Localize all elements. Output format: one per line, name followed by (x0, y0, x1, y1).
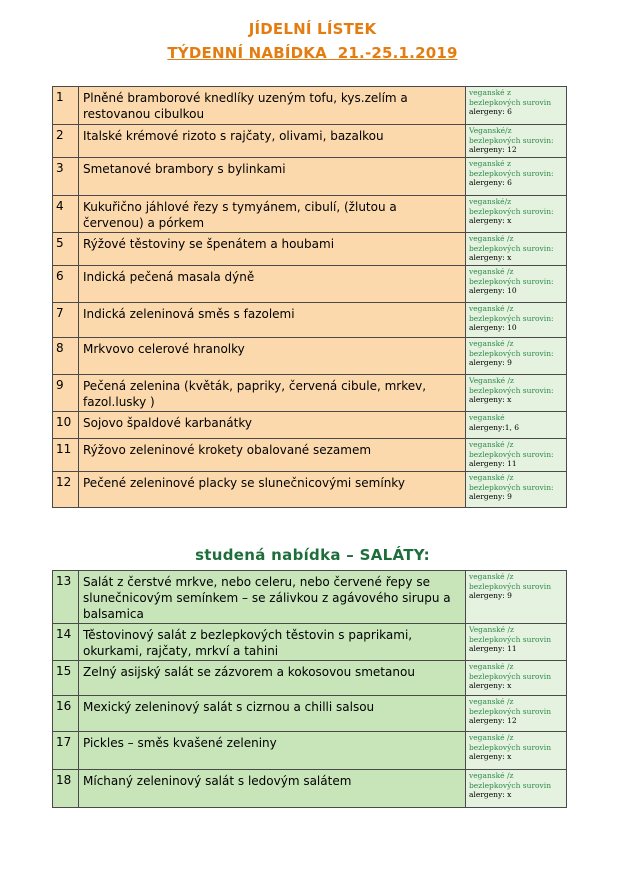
allergens-note: alergeny: x (469, 790, 512, 799)
vegan-note: veganské /z bezlepkových surovin (469, 697, 552, 716)
dish-name: Indická pečená masala dýně (79, 266, 466, 303)
dish-info (466, 266, 567, 303)
dish-name: Mexický zeleninový salát s cizrnou a chilli salsou (79, 696, 466, 732)
menu-title: JÍDELNÍ LÍSTEK (248, 20, 377, 38)
dish-info (466, 770, 567, 808)
vegan-note: Veganské /z bezlepkových surovin: (469, 376, 554, 395)
vegan-note: veganské /z bezlepkových surovin (469, 572, 552, 591)
menu-row (53, 303, 567, 338)
weekly-offer-title: TÝDENNÍ NABÍDKA 21.-25.1.2019 (167, 44, 458, 62)
allergens-note: alergeny: 10 (469, 323, 517, 332)
vegan-note: veganské /z bezlepkových surovin: (469, 339, 554, 358)
dish-name: Rýžovo zeleninové krokety obalované sezamem (79, 439, 466, 472)
item-number: 6 (53, 266, 79, 303)
dish-name: Těstovinový salát z bezlepkových těstovin s paprikami, okurkami, rajčaty, mrkví a tahini (79, 624, 466, 661)
dish-info (466, 696, 567, 732)
vegan-note: veganské /z bezlepkových surovin (469, 771, 552, 790)
menu-row (53, 661, 567, 696)
dish-name: Pečená zelenina (květák, papriky, červená cibule, mrkev, fazol.lusky ) (79, 375, 466, 412)
dish-info (466, 412, 567, 439)
dish-name: Mrkvovo celerové hranolky (79, 338, 466, 375)
dish-info (466, 375, 567, 412)
item-number: 4 (53, 196, 79, 233)
item-number: 8 (53, 338, 79, 375)
dish-name: Pickles – směs kvašené zeleniny (79, 732, 466, 770)
item-number: 17 (53, 732, 79, 770)
dish-info (466, 624, 567, 661)
dish-info (466, 571, 567, 624)
item-number: 12 (53, 472, 79, 508)
allergens-note: alergeny: 6 (469, 107, 512, 116)
allergens-note: alergeny:1, 6 (469, 422, 520, 432)
salads-section-title: studená nabídka – SALÁTY: (195, 546, 430, 564)
allergens-note: alergeny: 9 (469, 591, 512, 600)
dish-name: Plněné bramborové knedlíky uzeným tofu, kys.zelím a restovanou cibulkou (79, 87, 466, 125)
warm-menu-table (52, 86, 567, 508)
dish-name: Kukuřično jáhlové řezy s tymyánem, cibulí, (žlutou a červenou) a pórkem (79, 196, 466, 233)
vegan-note: veganské /z bezlepkových surovin: (469, 440, 554, 459)
menu-row (53, 770, 567, 808)
dish-name: Míchaný zeleninový salát s ledovým salátem (79, 770, 466, 808)
vegan-note: Veganské /z bezlepkových surovin (469, 625, 552, 644)
dish-name: Rýžové těstoviny se špenátem a houbami (79, 233, 466, 266)
vegan-note: veganské /z bezlepkových surovin (469, 733, 552, 752)
dish-info (466, 472, 567, 508)
allergens-note: alergeny: 9 (469, 492, 512, 501)
menu-row (53, 732, 567, 770)
vegan-note: veganské (469, 413, 505, 422)
menu-row (53, 375, 567, 412)
allergens-note: alergeny: 11 (469, 644, 517, 653)
item-number: 14 (53, 624, 79, 661)
item-number: 1 (53, 87, 79, 125)
item-number: 9 (53, 375, 79, 412)
menu-row (53, 87, 567, 125)
dish-name: Salát z čerstvé mrkve, nebo celeru, nebo červené řepy se slunečnicovým semínkem – se zálivkou z agávového sirupu a balsamica (79, 571, 466, 624)
item-number: 2 (53, 125, 79, 158)
allergens-note: alergeny: 10 (469, 286, 517, 295)
menu-row (53, 266, 567, 303)
dish-info (466, 158, 567, 196)
allergens-note: alergeny: 6 (469, 178, 512, 187)
dish-info (466, 661, 567, 696)
allergens-note: alergeny: x (469, 253, 512, 262)
vegan-note: veganské/z bezlepkových surovin: (469, 197, 554, 216)
item-number: 15 (53, 661, 79, 696)
vegan-note: Veganské/z bezlepkových surovin: (469, 126, 554, 145)
salad-menu-table (52, 570, 567, 808)
dish-info (466, 233, 567, 266)
vegan-note: veganské z bezlepkových surovin: (469, 159, 554, 178)
menu-row (53, 571, 567, 624)
dish-info (466, 87, 567, 125)
dish-name: Italské krémové rizoto s rajčaty, olivami, bazalkou (79, 125, 466, 158)
item-number: 10 (53, 412, 79, 439)
dish-name: Sojovo špaldové karbanátky (79, 412, 466, 439)
dish-name: Zelný asijský salát se zázvorem a kokosovou smetanou (79, 661, 466, 696)
vegan-note: veganské /z bezlepkových surovin: (469, 304, 554, 323)
dish-info (466, 439, 567, 472)
allergens-note: alergeny: x (469, 681, 512, 690)
menu-row (53, 338, 567, 375)
allergens-note: alergeny: 9 (469, 358, 512, 367)
menu-row (53, 439, 567, 472)
item-number: 7 (53, 303, 79, 338)
dish-info (466, 196, 567, 233)
allergens-note: alergeny: 12 (469, 716, 517, 725)
vegan-note: veganské /z bezlepkových surovin: (469, 473, 554, 492)
allergens-note: alergeny: x (469, 752, 512, 761)
menu-row (53, 412, 567, 439)
menu-row (53, 233, 567, 266)
dish-info (466, 303, 567, 338)
vegan-note: veganské z bezlepkových surovin (469, 88, 552, 107)
dish-info (466, 125, 567, 158)
dish-info (466, 732, 567, 770)
menu-row (53, 472, 567, 508)
allergens-note: alergeny: x (469, 216, 512, 225)
item-number: 16 (53, 696, 79, 732)
allergens-note: alergeny: 12 (469, 145, 517, 154)
menu-row (53, 125, 567, 158)
vegan-note: veganské /z bezlepkových surovin: (469, 234, 554, 253)
vegan-note: veganské /z bezlepkových surovin (469, 662, 552, 681)
dish-info (466, 338, 567, 375)
dish-name: Indická zeleninová směs s fazolemi (79, 303, 466, 338)
menu-row (53, 158, 567, 196)
menu-row (53, 696, 567, 732)
dish-name: Pečené zeleninové placky se slunečnicovými semínky (79, 472, 466, 508)
dish-name: Smetanové brambory s bylinkami (79, 158, 466, 196)
vegan-note: veganské /z bezlepkových surovin: (469, 267, 554, 286)
allergens-note: alergeny: 11 (469, 459, 517, 468)
item-number: 5 (53, 233, 79, 266)
item-number: 13 (53, 571, 79, 624)
item-number: 3 (53, 158, 79, 196)
item-number: 11 (53, 439, 79, 472)
menu-row (53, 624, 567, 661)
menu-row (53, 196, 567, 233)
allergens-note: alergeny: x (469, 395, 512, 404)
item-number: 18 (53, 770, 79, 808)
